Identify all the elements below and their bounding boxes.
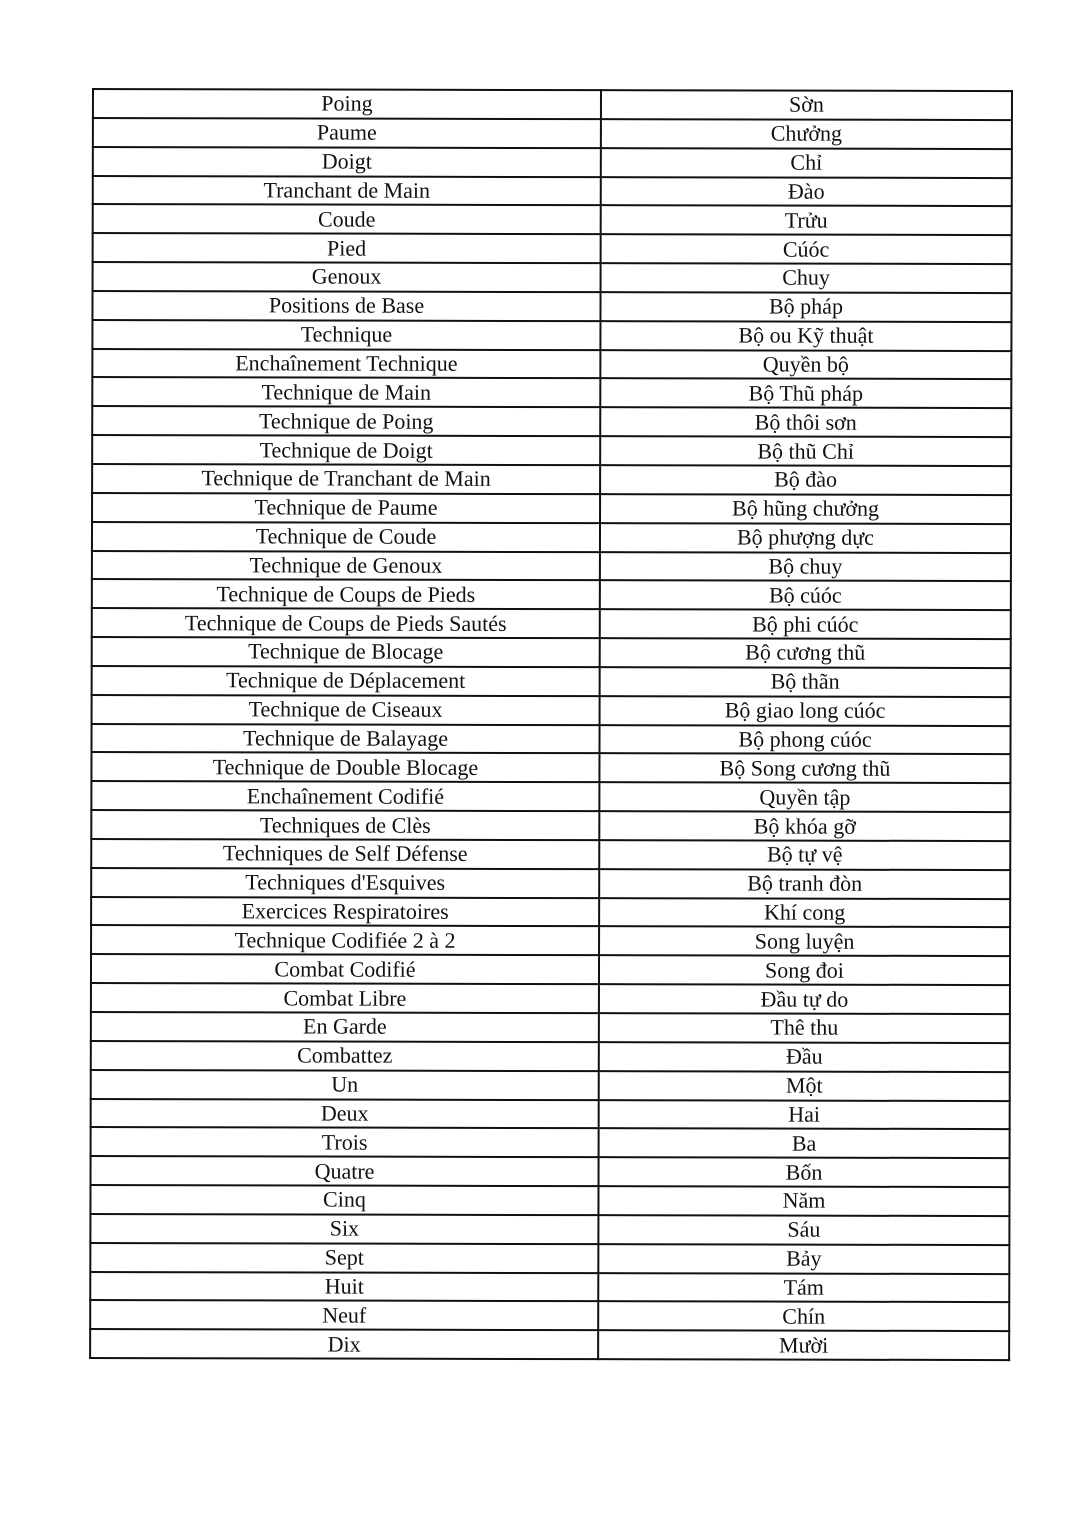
french-term: Sept xyxy=(90,1243,598,1273)
vietnamese-term: Thê thu xyxy=(599,1013,1010,1043)
vietnamese-term: Một xyxy=(599,1071,1010,1101)
vietnamese-term: Bốn xyxy=(599,1157,1010,1187)
vietnamese-term: Quyền bộ xyxy=(600,350,1011,380)
french-term: Positions de Base xyxy=(92,291,600,321)
table-row xyxy=(92,464,1011,495)
french-term: Technique de Main xyxy=(92,377,600,407)
french-term: Tranchant de Main xyxy=(93,176,601,206)
table-row xyxy=(92,551,1011,582)
french-term: Exercices Respiratoires xyxy=(91,897,599,927)
vietnamese-term: Song luyện xyxy=(599,927,1010,957)
french-term: Quatre xyxy=(91,1156,599,1186)
vietnamese-term: Bộ tự vệ xyxy=(599,840,1010,870)
french-term: Technique de Balayage xyxy=(91,724,599,754)
french-term: Paume xyxy=(93,118,601,148)
table-row xyxy=(92,435,1011,466)
table-row xyxy=(91,983,1010,1014)
french-term: Neuf xyxy=(90,1300,598,1330)
table-row xyxy=(90,1300,1009,1331)
vietnamese-term: Bộ chuy xyxy=(600,552,1011,582)
french-term: Technique de Coude xyxy=(92,522,600,552)
vietnamese-term: Đầu xyxy=(599,1042,1010,1072)
vietnamese-term: Quyền tập xyxy=(599,782,1010,812)
french-term: Techniques d'Esquives xyxy=(91,868,599,898)
french-term: Technique de Poing xyxy=(92,406,600,436)
french-term: Technique Codifiée 2 à 2 xyxy=(91,925,599,955)
vietnamese-term: Bộ phi cúóc xyxy=(600,609,1011,639)
vietnamese-term: Khí cong xyxy=(599,898,1010,928)
table-row xyxy=(90,1272,1009,1303)
vietnamese-term: Bộ thôi sơn xyxy=(600,407,1011,437)
vietnamese-term: Song đoi xyxy=(599,955,1010,985)
french-term: Technique de Ciseaux xyxy=(92,695,600,725)
table-row xyxy=(92,493,1011,524)
vietnamese-term: Bộ phong cúóc xyxy=(599,725,1010,755)
vietnamese-term: Bộ hũng chưởng xyxy=(600,494,1011,524)
table-row xyxy=(90,1214,1009,1245)
french-term: Technique de Doigt xyxy=(92,435,600,465)
french-term: Pied xyxy=(93,233,601,263)
table-row xyxy=(91,724,1010,755)
french-term: Combattez xyxy=(91,1041,599,1071)
vietnamese-term: Bộ đào xyxy=(600,465,1011,495)
vietnamese-term: Bộ phượng dực xyxy=(600,523,1011,553)
french-term: Trois xyxy=(91,1127,599,1157)
glossary-body xyxy=(90,89,1012,1360)
french-term: Huit xyxy=(90,1272,598,1302)
french-term: Deux xyxy=(91,1099,599,1129)
table-row xyxy=(93,262,1012,293)
vietnamese-term: Trửu xyxy=(601,206,1012,236)
table-row xyxy=(93,176,1012,207)
vietnamese-term: Bộ thũ Chỉ xyxy=(600,436,1011,466)
french-term: Technique de Double Blocage xyxy=(91,752,599,782)
french-term: Techniques de Self Défense xyxy=(91,839,599,869)
french-term: Combat Codifié xyxy=(91,954,599,984)
vietnamese-term: Bộ Song cương thũ xyxy=(599,754,1010,784)
table-row xyxy=(90,1185,1009,1216)
table-row xyxy=(93,233,1012,264)
table-row xyxy=(92,608,1011,639)
table-row xyxy=(92,406,1011,437)
vietnamese-term: Bộ pháp xyxy=(600,292,1011,322)
french-term: Six xyxy=(90,1214,598,1244)
french-term: Un xyxy=(91,1070,599,1100)
french-term: Technique de Blocage xyxy=(92,637,600,667)
table-row xyxy=(91,752,1010,783)
french-term: Enchaînement Codifié xyxy=(91,781,599,811)
vietnamese-term: Bộ cúóc xyxy=(600,580,1011,610)
vietnamese-term: Tám xyxy=(598,1273,1009,1303)
vietnamese-term: Bộ Thũ pháp xyxy=(600,379,1011,409)
french-term: Technique de Coups de Pieds Sautés xyxy=(92,608,600,638)
french-term: Technique de Coups de Pieds xyxy=(92,579,600,609)
table-row xyxy=(93,147,1012,178)
table-row xyxy=(91,781,1010,812)
vietnamese-term: Đầu tự do xyxy=(599,984,1010,1014)
vietnamese-term: Chưởng xyxy=(601,119,1012,149)
table-row xyxy=(92,291,1011,322)
table-row xyxy=(92,349,1011,380)
french-term: Combat Libre xyxy=(91,983,599,1013)
table-row xyxy=(91,1012,1010,1043)
french-term: Enchaînement Technique xyxy=(92,349,600,379)
table-row xyxy=(91,925,1010,956)
vietnamese-term: Mười xyxy=(598,1330,1009,1360)
vietnamese-term: Bộ khóa gỡ xyxy=(599,811,1010,841)
table-row xyxy=(92,637,1011,668)
table-row xyxy=(91,839,1010,870)
table-row xyxy=(91,810,1010,841)
vietnamese-term: Hai xyxy=(599,1100,1010,1130)
table-row xyxy=(93,89,1012,120)
vietnamese-term: Bộ tranh đòn xyxy=(599,869,1010,899)
vietnamese-term: Năm xyxy=(598,1186,1009,1216)
table-row xyxy=(93,204,1012,235)
table-row xyxy=(91,954,1010,985)
french-term: Cinq xyxy=(90,1185,598,1215)
vietnamese-term: Chỉ xyxy=(601,148,1012,178)
french-term: Coude xyxy=(93,204,601,234)
french-term: En Garde xyxy=(91,1012,599,1042)
vietnamese-term: Cúóc xyxy=(601,234,1012,264)
french-term: Technique xyxy=(92,320,600,350)
table-row xyxy=(92,666,1011,697)
table-row xyxy=(92,320,1011,351)
vietnamese-term: Bộ thãn xyxy=(600,667,1011,697)
table-row xyxy=(91,1127,1010,1158)
table-row xyxy=(91,1156,1010,1187)
table-row xyxy=(91,897,1010,928)
table-row xyxy=(92,695,1011,726)
table-row xyxy=(91,1070,1010,1101)
vietnamese-term: Đào xyxy=(601,177,1012,207)
french-term: Techniques de Clès xyxy=(91,810,599,840)
vietnamese-term: Sờn xyxy=(601,90,1012,120)
french-term: Technique de Déplacement xyxy=(92,666,600,696)
french-term: Poing xyxy=(93,89,601,119)
vietnamese-term: Bộ giao long cúóc xyxy=(600,696,1011,726)
vietnamese-term: Chuy xyxy=(601,263,1012,293)
table-row xyxy=(92,377,1011,408)
french-term: Technique de Tranchant de Main xyxy=(92,464,600,494)
table-row xyxy=(93,118,1012,149)
table-row xyxy=(91,1099,1010,1130)
table-row xyxy=(90,1243,1009,1274)
vietnamese-term: Sáu xyxy=(598,1215,1009,1245)
vietnamese-term: Bộ ou Kỹ thuật xyxy=(600,321,1011,351)
french-term: Technique de Paume xyxy=(92,493,600,523)
french-term: Doigt xyxy=(93,147,601,177)
table-row xyxy=(92,579,1011,610)
vietnamese-term: Chín xyxy=(598,1302,1009,1332)
french-term: Technique de Genoux xyxy=(92,551,600,581)
vietnamese-term: Ba xyxy=(599,1129,1010,1159)
french-term: Dix xyxy=(90,1329,598,1359)
vietnamese-term: Bộ cương thũ xyxy=(600,638,1011,668)
table-row xyxy=(91,1041,1010,1072)
table-row xyxy=(92,522,1011,553)
vietnamese-term: Bảy xyxy=(598,1244,1009,1274)
table-row xyxy=(90,1329,1009,1360)
table-row xyxy=(91,868,1010,899)
glossary-table xyxy=(89,88,1013,1361)
french-term: Genoux xyxy=(93,262,601,292)
